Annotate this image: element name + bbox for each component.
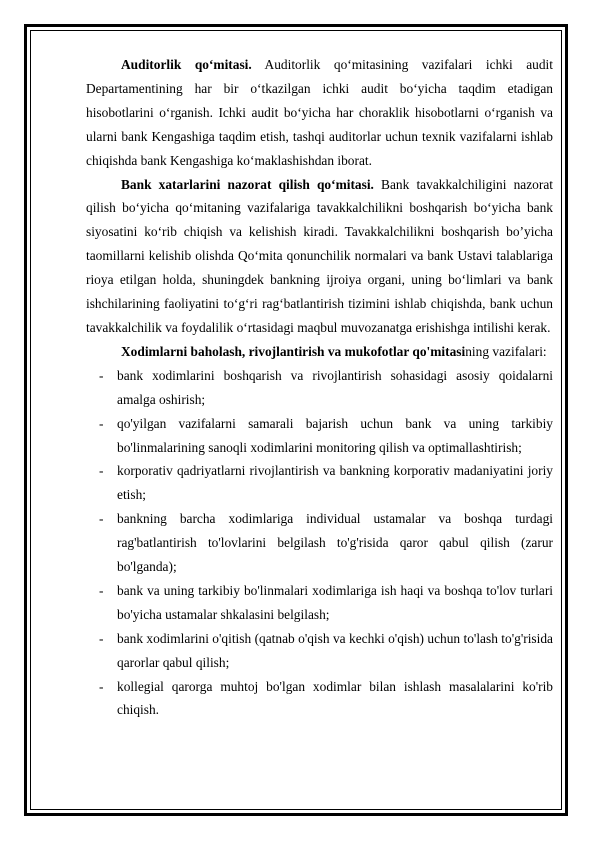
- list-marker: -: [99, 415, 104, 431]
- list-item: [86, 507, 553, 579]
- list-item: [86, 675, 553, 723]
- paragraph-audit-committee: [86, 53, 553, 173]
- list-item-text: kollegial qarorga muhtoj bo'lgan xodimlar bilan ishlash masalalarini ko'rib chiqish.: [117, 678, 553, 718]
- paragraph-hr-committee: [86, 340, 553, 364]
- list-item: [86, 412, 553, 460]
- list-marker: -: [99, 678, 104, 694]
- list-item-text: bank xodimlarini o'qitish (qatnab o'qish va kechki o'qish) uchun to'lash to'g'risida qarorlar qabul qilish;: [117, 630, 553, 670]
- paragraph-text: Auditorlik qo‘mitasining vazifalari ichki audit Departamentining har bir o‘tkazilgan ichki audit bo‘yicha taqdim etadigan hisobotlarini o‘rganish. Ichki audit bo‘yicha har choraklik hisobotlarni o‘rganish va ularni bank Kengashiga taqdim etish, tashqi auditorlar uchun texnik vazifalarni ishlab chiqishda bank Kengashiga ko‘maklashishdan iborat.: [86, 57, 554, 168]
- list-marker: -: [99, 511, 104, 527]
- list-marker: -: [99, 463, 104, 479]
- list-marker: -: [99, 582, 104, 598]
- heading-risk-committee: Bank xatarlarini nazorat qilish qo‘mitasi.: [121, 176, 374, 192]
- list-marker: -: [99, 630, 104, 646]
- duties-list: [86, 364, 553, 723]
- list-item: [86, 627, 553, 675]
- list-item-text: qo'yilgan vazifalarni samarali bajarish uchun bank va uning tarkibiy bo'linmalarining sanoqli xodimlarini monitoring qilish va optimallashtirish;: [117, 415, 553, 455]
- heading-audit-committee: Auditorlik qo‘mitasi.: [121, 57, 252, 72]
- list-item: [86, 459, 553, 507]
- document-body: [86, 53, 553, 722]
- list-item-text: korporativ qadriyatlarni rivojlantirish va bankning korporativ madaniyatini joriy etish;: [117, 463, 553, 503]
- paragraph-text: ning vazifalari:: [465, 343, 547, 359]
- list-marker: -: [99, 367, 104, 383]
- list-item: [86, 579, 553, 627]
- list-item-text: bank xodimlarini boshqarish va rivojlantirish sohasidagi asosiy qoidalarni amalga oshirish;: [117, 367, 553, 407]
- paragraph-risk-committee: [86, 173, 553, 340]
- paragraph-text: Bank tavakkalchiligini nazorat qilish bo‘yicha qo‘mitaning vazifalariga tavakkalchilikni boshqarish bo‘yicha bank siyosatini ko‘rib chiqish va kelishish kiradi. Tavakkalchilikni boshqarish bo’yicha taomillarni kelishib olishda Qo‘mita qonunchilik normalari va bank Ustavi talablariga rioya etilgan holda, shuningdek bankning ijroiya organi, uning bo‘limlari va bank ishchilarining faoliyatini to‘g‘ri rag‘batlantirish tizimini ishlab chiqishda, bank uchun tavakkalchilik va foydalilik o‘rtasidagi maqbul muvozanatga erishishga intilishi kerak.: [86, 176, 553, 335]
- list-item: [86, 364, 553, 412]
- list-item-text: bank va uning tarkibiy bo'linmalari xodimlariga ish haqi va boshqa to'lov turlari bo'yicha ustamalar shkalasini belgilash;: [117, 582, 553, 622]
- list-item-text: bankning barcha xodimlariga individual ustamalar va boshqa turdagi rag'batlantirish to'lovlarini belgilash to'g'risida qaror qabul qilish (zarur bo'lganda);: [117, 511, 553, 575]
- heading-hr-committee: Xodimlarni baholash, rivojlantirish va mukofotlar qo'mitasi: [121, 343, 466, 359]
